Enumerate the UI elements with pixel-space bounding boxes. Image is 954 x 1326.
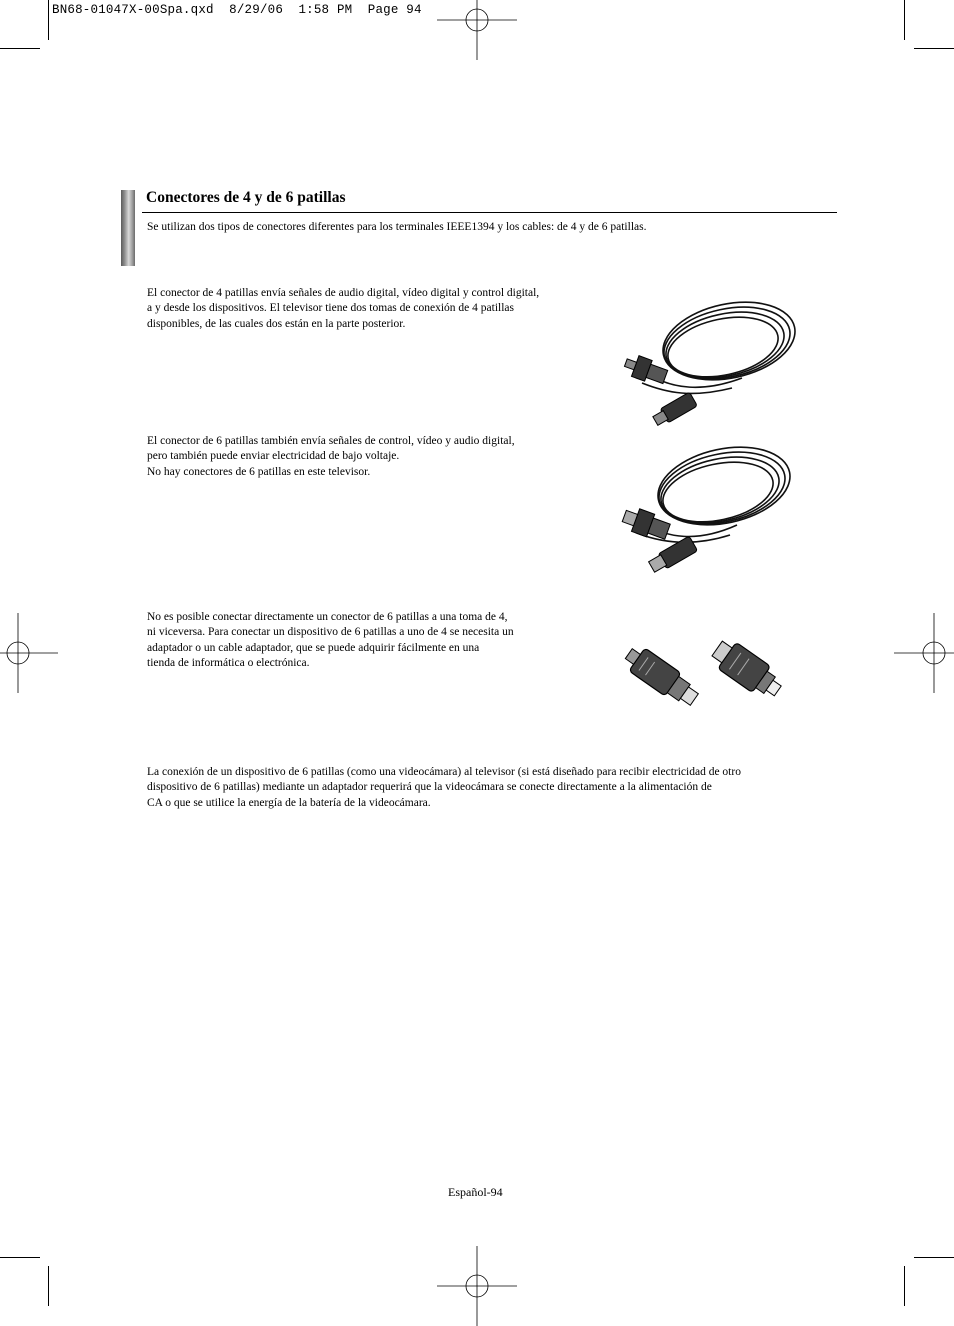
six-pin-paragraph: El conector de 6 patillas también envía señales de control, vídeo y audio digital, pero también puede enviar electricidad de bajo voltaje. No hay conectores de 6 patillas en este televisor. bbox=[147, 435, 515, 478]
four-pin-cable-illustration bbox=[612, 298, 797, 426]
crop-mark bbox=[914, 1257, 954, 1258]
registration-mark-right bbox=[894, 613, 954, 693]
crop-mark bbox=[0, 1257, 40, 1258]
adapter-illustration bbox=[615, 622, 795, 714]
intro-paragraph: Se utilizan dos tipos de conectores diferentes para los terminales IEEE1394 y los cables: de 4 y de 6 patillas. bbox=[147, 221, 647, 233]
crop-mark bbox=[48, 1266, 49, 1306]
print-slug: BN68-01047X-00Spa.qxd 8/29/06 1:58 PM Page 94 bbox=[52, 3, 422, 17]
page-number: Español-94 bbox=[448, 1185, 503, 1199]
registration-mark-top bbox=[437, 0, 517, 60]
crop-mark bbox=[0, 48, 40, 49]
registration-mark-bottom bbox=[437, 1246, 517, 1326]
six-pin-cable-illustration bbox=[612, 443, 792, 573]
crop-mark bbox=[48, 0, 49, 40]
crop-mark bbox=[914, 48, 954, 49]
title-rule bbox=[142, 212, 837, 213]
adapter-paragraph: No es posible conectar directamente un conector de 6 patillas a una toma de 4, ni viceversa. Para conectar un dispositivo de 6 patillas a uno de 4 se necesita un adaptador o un cable adaptador, que se puede adquirir fácilmente en una tienda de informática o electrónica. bbox=[147, 611, 514, 669]
crop-mark bbox=[904, 0, 905, 40]
power-note-paragraph: La conexión de un dispositivo de 6 patillas (como una videocámara) al televisor (si está diseñado para recibir electricidad de otro dispositivo de 6 patillas) mediante un adaptador requerirá que la videocámara se conecte directamente a la alimentación de CA o que se utilice la energía de la batería de la videocámara. bbox=[147, 766, 741, 809]
four-pin-paragraph: El conector de 4 patillas envía señales de audio digital, vídeo digital y control digital, a y desde los dispositivos. El televisor tiene dos tomas de conexión de 4 patillas disponibles, de las cuales dos están en la parte posterior. bbox=[147, 287, 540, 330]
crop-mark bbox=[904, 1266, 905, 1306]
section-accent-bar bbox=[121, 190, 135, 266]
registration-mark-left bbox=[0, 613, 58, 693]
section-title: Conectores de 4 y de 6 patillas bbox=[146, 189, 346, 206]
